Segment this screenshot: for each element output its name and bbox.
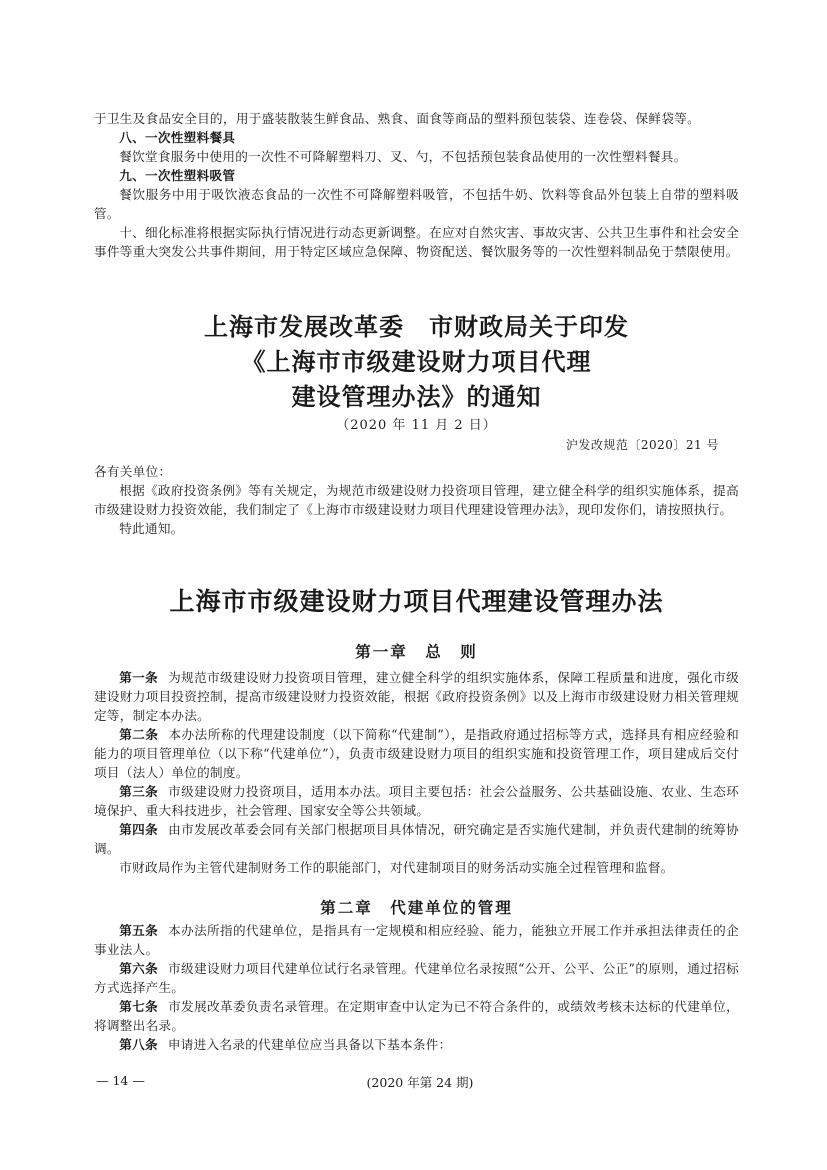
article-text: 由市发展改革委会同有关部门根据项目具体情况，研究确定是否实施代建制，并负责代建制的统筹协调。 (94, 822, 739, 856)
paragraph: 根据《政府投资条例》等有关规定，为规范市级建设财力投资项目管理，建立健全科学的组织实施体系，提高市级建设财力投资效能，我们制定了《上海市市级建设财力项目代理建设管理办法》，现印发你们，请按照执行。 (94, 483, 739, 517)
article-text: 市级建设财力投资项目，适用本办法。项目主要包括：社会公益服务、公共基础设施、农业、生态环境保护、重大科技进步，社会管理、国家安全等公共领域。 (94, 784, 739, 818)
notice-body (94, 462, 739, 538)
paragraph: 十、细化标准将根据实际执行情况进行动态更新调整。在应对自然灾害、事故灾害、公共卫生事件和社会安全事件等重大突发公共事件期间，用于特定区域应急保障、物资配送、餐饮服务等的一次性塑料制品免于禁限使用。 (94, 225, 739, 259)
article-label: 第四条 (119, 822, 159, 837)
notice-title-line: 《上海市市级建设财力项目代理 (241, 348, 592, 376)
article-text: 本办法所称的代理建设制度（以下简称“代建制”），是指政府通过招标等方式，选择具有相应经验和能力的项目管理单位（以下称“代建单位”），负责市级建设财力项目的组织实施和投资管理工作，项目建成后交付项目（法人）单位的制度。 (94, 727, 739, 780)
article-label: 第五条 (119, 923, 159, 938)
article-text: 本办法所指的代建单位，是指具有一定规模和相应经验、能力，能独立开展工作并承担法律责任的企事业法人。 (94, 923, 739, 957)
article-7 (94, 997, 739, 1035)
document-number: 沪发改规范〔2020〕21 号 (565, 438, 719, 452)
article-3 (94, 782, 739, 820)
salutation: 各有关单位： (94, 464, 172, 479)
item-heading: 九、一次性塑料吸管 (119, 168, 236, 183)
notice-title-line: 建设管理办法》的通知 (291, 383, 542, 411)
article-2 (94, 725, 739, 782)
article-text: 为规范市级建设财力投资项目管理，建立健全科学的组织实施体系，保障工程质量和进度，强化市级建设财力项目投资控制，提高市级建设财力投资效能，根据《政府投资条例》以及上海市市级建设财力相关管理规定等，制定本办法。 (94, 670, 739, 723)
notice-date: （2020 年 11 月 2 日） (336, 418, 497, 433)
article-label: 第六条 (119, 961, 159, 976)
article-text: 市级建设财力项目代建单位试行名录管理。代建单位名录按照“公开、公平、公正”的原则，通过招标方式选择产生。 (94, 961, 739, 995)
article-text: 市发展改革委负责名录管理。在定期审查中认定为已不符合条件的，或绩效考核未达标的代建单位，将调整出名录。 (94, 999, 739, 1033)
paragraph: 市财政局作为主管代建制财务工作的职能部门，对代建制项目的财务活动实施全过程管理和监督。 (119, 860, 674, 875)
article-label: 第二条 (119, 727, 159, 742)
closing: 特此通知。 (119, 521, 184, 536)
article-8 (94, 1035, 739, 1054)
regulation-title: 上海市市级建设财力项目代理建设管理办法 (169, 587, 664, 616)
chapter-2 (94, 896, 739, 1054)
paragraph: 餐饮堂食服务中使用的一次性不可降解塑料刀、叉、勺，不包括预包装食品使用的一次性塑料餐具。 (119, 149, 687, 164)
chapter-title: 第二章 代建单位的管理 (320, 899, 513, 917)
article-1 (94, 668, 739, 725)
article-text: 申请进入名录的代建单位应当具备以下基本条件： (167, 1037, 452, 1052)
previous-article-tail (94, 109, 739, 261)
article-6 (94, 959, 739, 997)
article-label: 第一条 (119, 670, 159, 685)
notice-title (94, 310, 739, 415)
notice-title-line: 上海市发展改革委 市财政局关于印发 (204, 313, 629, 341)
article-5 (94, 921, 739, 959)
article-4 (94, 820, 739, 858)
item-heading: 八、一次性塑料餐具 (119, 130, 236, 145)
issue-label: (2020 年第 24 期) (366, 1075, 474, 1090)
article-label: 第三条 (119, 784, 159, 799)
paragraph: 于卫生及食品安全目的，用于盛装散装生鲜食品、熟食、面食等商品的塑料预包装袋、连卷袋、保鲜袋等。 (94, 111, 701, 126)
chapter-title: 第一章 总 则 (355, 643, 478, 661)
chapter-1 (94, 640, 739, 877)
article-label: 第八条 (119, 1037, 158, 1052)
paragraph: 餐饮服务中用于吸饮液态食品的一次性不可降解塑料吸管，不包括牛奶、饮料等食品外包装上自带的塑料吸管。 (94, 187, 739, 221)
article-label: 第七条 (119, 999, 159, 1014)
page-number: — 14 — (96, 1073, 145, 1088)
